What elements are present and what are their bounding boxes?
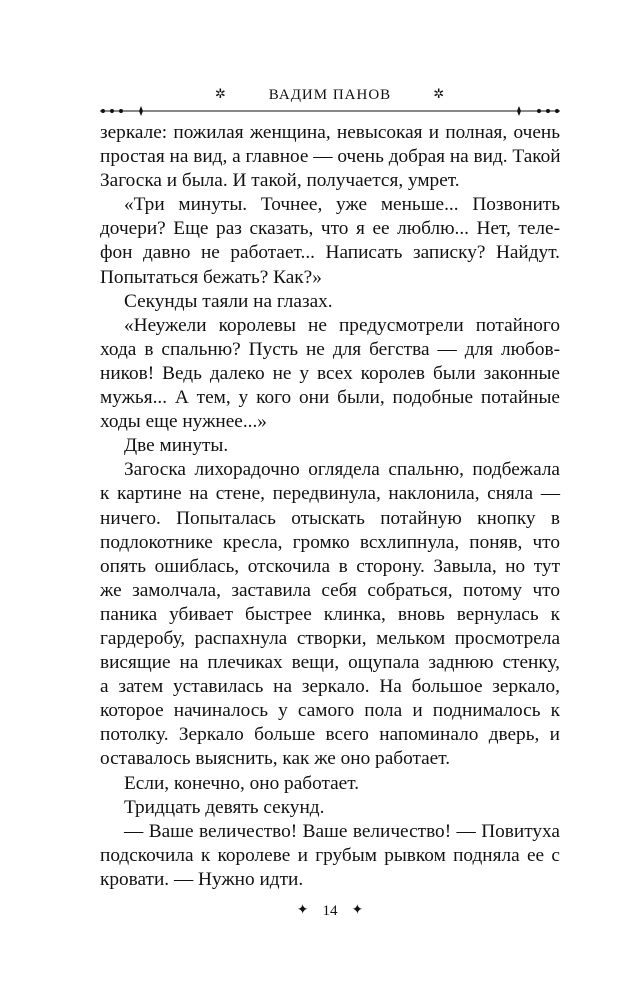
text-line: дочери? Еще раз сказать, что я ее люблю... Нет, теле- xyxy=(100,218,560,240)
footer-star-right-icon: ✦ xyxy=(351,903,364,918)
text-line: оставалось выяснить, как же оно работает. xyxy=(100,748,451,770)
running-header xyxy=(100,86,560,106)
text-line: к картине на стене, передвинула, наклонила, сняла — xyxy=(100,483,560,505)
text-line: Загоска лихорадочно огляделa спальню, подбежала xyxy=(124,459,560,481)
text-line: подскочила к королеве и грубым рывком подняла ее с xyxy=(100,844,560,866)
header-ornament-right-icon: ✲ xyxy=(433,86,446,101)
text-line: кровати. — Нужно идти. xyxy=(100,868,304,890)
text-line: хода в спальню? Пусть не для бегства — для любов- xyxy=(100,338,560,360)
text-line: Попытаться бежать? Как?» xyxy=(100,266,322,288)
text-line: гардеробу, распахнула створки, мельком просмотрела xyxy=(100,627,560,649)
text-line: потолку. Зеркало больше всего напоминало дверь, и xyxy=(100,724,560,746)
text-line: а затем уставилась на зеркало. На большое зеркало, xyxy=(100,676,560,698)
text-line: которое начиналось у самого пола и поднималось к xyxy=(100,700,560,722)
text-line: — Ваше величество! Ваше величество! — Повитуха xyxy=(124,820,560,842)
text-line: опять ошиблась, отскочила в сторону. Завыла, но тут xyxy=(100,555,560,577)
text-line: подлокотнике кресла, громко всхлипнула, поняв, что xyxy=(100,531,560,553)
text-line: мужья... А тем, у кого они были, подобные потайные xyxy=(100,387,560,409)
page-number: 14 xyxy=(322,903,338,919)
text-line: ников! Ведь далеко не у всех королев были законные xyxy=(100,362,560,384)
page-footer xyxy=(100,902,560,920)
text-line: Две минуты. xyxy=(124,435,229,457)
text-line: висящие на плечиках вещи, ощупала заднюю стенку, xyxy=(100,652,560,674)
author-name: ВАДИМ ПАНОВ xyxy=(268,87,392,103)
text-line: Загоска и была. И такой, получается, умрет. xyxy=(100,170,460,192)
text-line: Тридцать девять секунд. xyxy=(124,796,325,818)
text-line: Если, конечно, оно работает. xyxy=(124,772,360,794)
header-rule xyxy=(100,104,560,118)
text-line: простая на вид, а главное — очень добрая на вид. Такой xyxy=(100,146,561,168)
decorative-rule-icon xyxy=(100,104,560,118)
text-line: паника убивает быстрее клинка, вновь вернулась к xyxy=(100,603,560,625)
text-line: «Три минуты. Точнее, уже меньше... Позвонить xyxy=(124,194,560,216)
header-ornament-left-icon: ✲ xyxy=(214,86,227,101)
footer-star-left-icon: ✦ xyxy=(296,903,309,918)
text-line: «Неужели королевы не предусмотрели потайного xyxy=(124,314,560,336)
text-line: фон давно не работает... Написать записку? Найдут. xyxy=(100,242,560,264)
text-line: ходы еще нужнее...» xyxy=(100,411,267,433)
text-line: зеркале: пожилая женщина, невысокая и полная, очень xyxy=(100,122,560,143)
text-line: Секунды таяли на глазах. xyxy=(124,290,333,312)
page-body-text xyxy=(100,121,560,892)
text-line: же замолчала, заставила себя собраться, потому что xyxy=(100,579,560,601)
text-line: ничего. Попыталась отыскать потайную кнопку в xyxy=(100,507,560,529)
